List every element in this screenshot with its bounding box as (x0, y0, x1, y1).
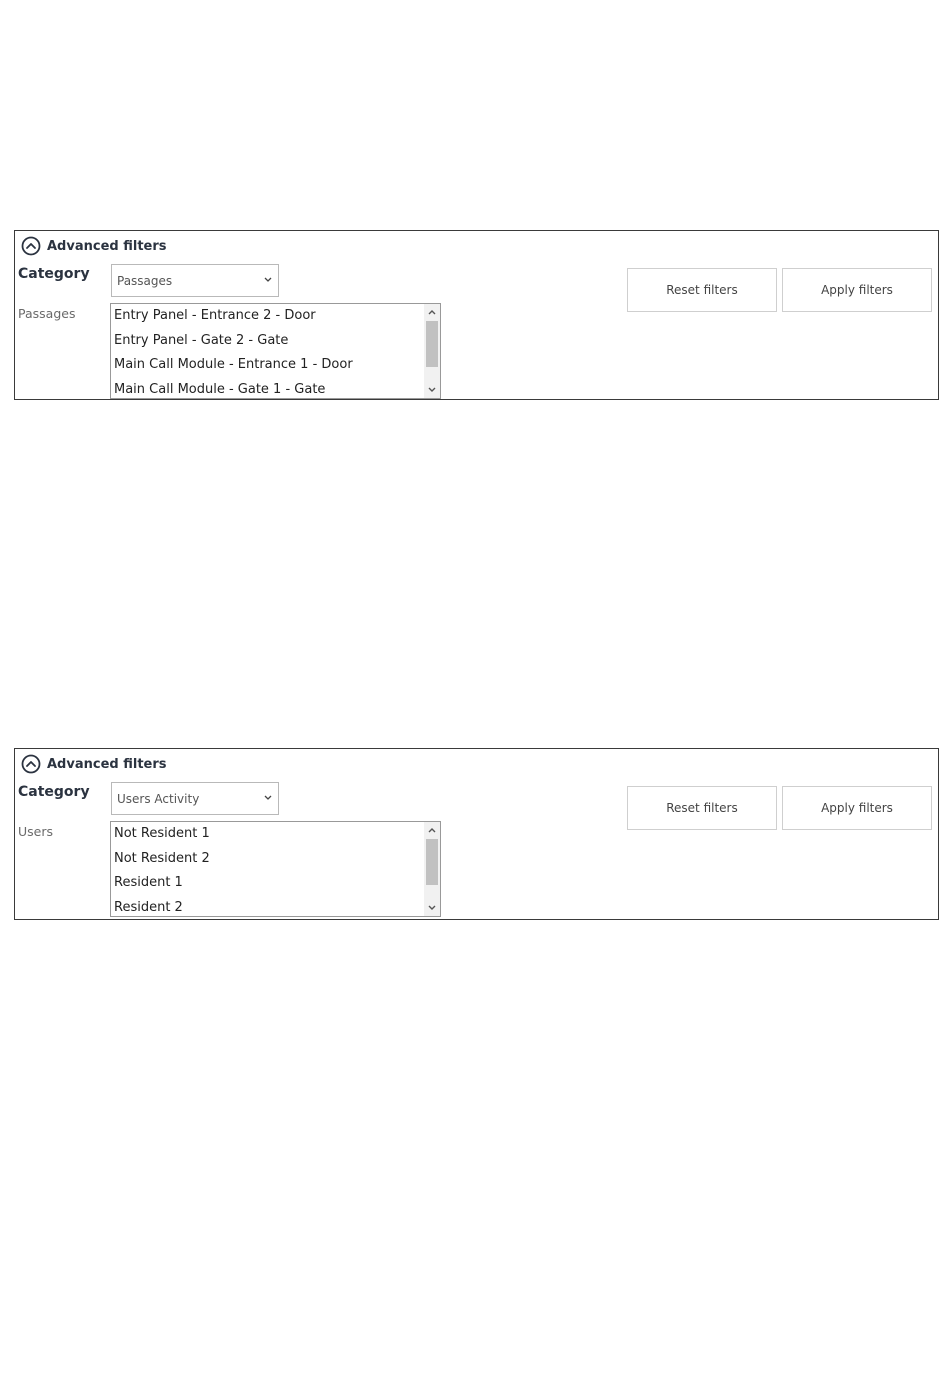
passages-listbox[interactable] (110, 303, 441, 399)
triangle-up-icon[interactable] (424, 823, 440, 837)
reset-filters-button[interactable]: Reset filters (627, 268, 777, 312)
list-item[interactable]: Entry Panel - Entrance 2 - Door (114, 308, 316, 323)
triangle-up-icon[interactable] (424, 305, 440, 319)
scroll-thumb[interactable] (426, 321, 438, 367)
category-label: Category (18, 266, 90, 282)
scroll-thumb[interactable] (426, 839, 438, 885)
category-selected-value: Passages (117, 273, 173, 288)
apply-filters-button[interactable]: Apply filters (782, 268, 932, 312)
category-selected-value: Users Activity (117, 791, 200, 806)
category-label: Category (18, 784, 90, 800)
list-item[interactable]: Resident 1 (114, 875, 183, 891)
list-item[interactable]: Not Resident 2 (114, 850, 210, 866)
advanced-filters-panel-passages (14, 230, 939, 400)
reset-filters-button[interactable]: Reset filters (627, 786, 777, 830)
advanced-filters-toggle[interactable] (21, 754, 167, 774)
category-select[interactable] (111, 264, 279, 297)
triangle-down-icon[interactable] (424, 383, 440, 397)
list-item[interactable]: Entry Panel - Gate 2 - Gate (114, 332, 289, 348)
chevron-up-circle-icon[interactable] (21, 236, 41, 256)
listbox-scrollbar[interactable] (424, 822, 440, 916)
chevron-down-icon (263, 274, 273, 286)
list-item[interactable]: Not Resident 1 (114, 826, 210, 841)
category-select[interactable] (111, 782, 279, 815)
chevron-up-circle-icon[interactable] (21, 754, 41, 774)
advanced-filters-toggle[interactable] (21, 236, 167, 256)
passages-list-label: Passages (18, 306, 76, 321)
panel-title: Advanced filters (47, 238, 167, 254)
triangle-down-icon[interactable] (424, 901, 440, 915)
list-item[interactable]: Resident 2 (114, 899, 183, 915)
listbox-scrollbar[interactable] (424, 304, 440, 398)
list-item[interactable]: Main Call Module - Entrance 1 - Door (114, 357, 353, 373)
users-listbox[interactable] (110, 821, 441, 917)
users-list-label: Users (18, 824, 54, 839)
advanced-filters-panel-users (14, 748, 939, 920)
list-item[interactable]: Main Call Module - Gate 1 - Gate (114, 381, 326, 397)
apply-filters-button[interactable]: Apply filters (782, 786, 932, 830)
panel-title: Advanced filters (47, 756, 167, 772)
chevron-down-icon (263, 792, 273, 804)
